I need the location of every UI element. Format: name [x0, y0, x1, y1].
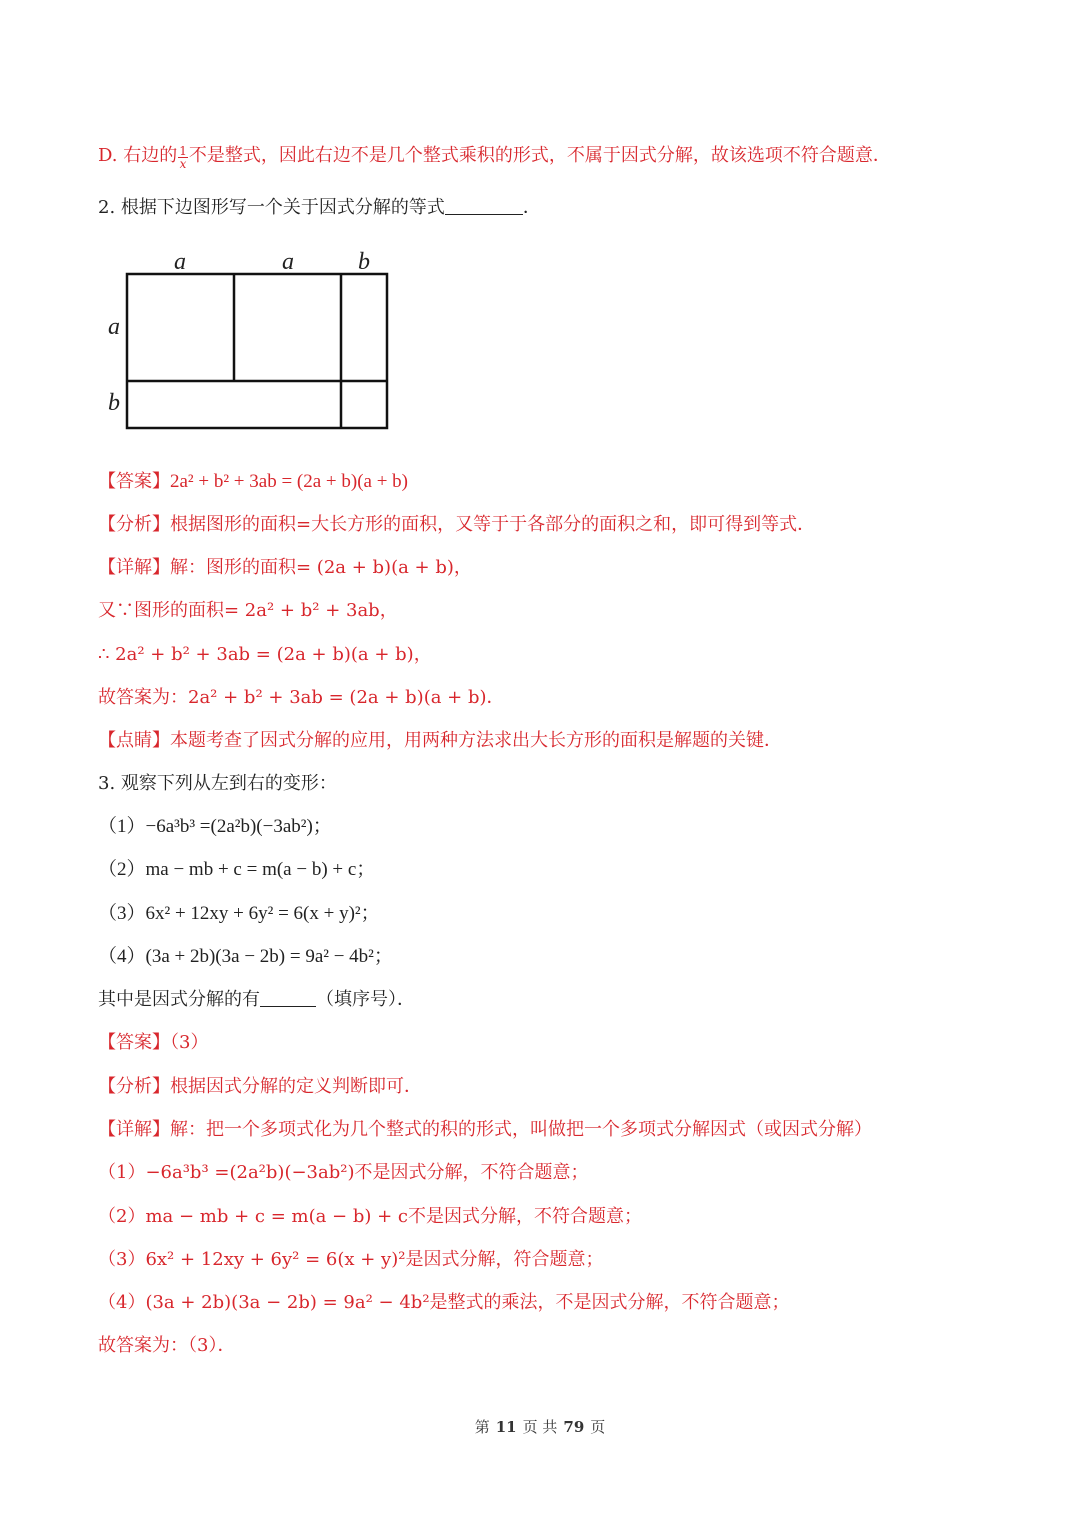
- top-label-a2: a: [282, 249, 294, 275]
- q2-detail-line-2: 又∵图形的面积= 2a² + b² + 3ab，: [98, 600, 398, 621]
- q3-item-4: （4）(3a + 2b)(3a − 2b) = 9a² − 4b²；: [98, 946, 393, 967]
- q3-prompt: 观察下列从左到右的变形：: [120, 773, 337, 794]
- q2-comment-line: [98, 729, 782, 753]
- q3-question-line: [98, 988, 415, 1012]
- q3-detail-item-1: （1）−6a³b³ =(2a²b)(−3ab²)不是因式分解，不符合题意；: [98, 1162, 589, 1183]
- q2-analysis-line: [98, 513, 815, 537]
- footer-total-pages: 79: [563, 1418, 585, 1436]
- q3-analysis-line: [98, 1075, 422, 1099]
- q2-prompt-end: ．: [522, 197, 541, 218]
- top-label-b: b: [358, 249, 370, 275]
- q3-item-1: （1）−6a³b³ =(2a²b)(−3ab²)；: [98, 816, 332, 837]
- q3-detail-item-4: （4）(3a + 2b)(3a − 2b) = 9a² − 4b²是整式的乘法，不是因式分解，不符合题意；: [98, 1292, 790, 1313]
- q3-analysis-tag: 【分析】: [98, 1076, 170, 1097]
- option-d-label: D.: [98, 145, 118, 166]
- option-d-text-before: 右边的: [123, 145, 178, 166]
- q2-detail-line-3: ∴ 2a² + b² + 3ab = (2a + b)(a + b)，: [98, 644, 432, 665]
- top-label-a1: a: [174, 249, 186, 275]
- q2-analysis: 根据图形的面积=大长方形的面积，又等于于各部分的面积之和，即可得到等式．: [170, 514, 816, 535]
- q2-comment: 本题考查了因式分解的应用，用两种方法求出大长方形的面积是解题的关键．: [170, 730, 782, 751]
- q2-detail-line-1: [98, 556, 472, 580]
- q2-detail-line-4: 故答案为：2a² + b² + 3ab = (2a + b)(a + b)．: [98, 687, 505, 708]
- q3-question-before: 其中是因式分解的有: [98, 989, 260, 1010]
- q3-answer-blank: [260, 988, 316, 1007]
- q2-comment-tag: 【点睛】: [98, 730, 170, 751]
- q2-prompt: 根据下边图形写一个关于因式分解的等式: [120, 197, 445, 218]
- q3-question-after: （填序号）．: [316, 989, 415, 1010]
- side-label-b: b: [108, 390, 120, 416]
- q3-detail-item-3: （3）6x² + 12xy + 6y² = 6(x + y)²是因式分解，符合题意；: [98, 1249, 604, 1270]
- q2-number: 2.: [98, 197, 116, 218]
- q3-number: 3.: [98, 773, 116, 794]
- q3-prompt-line: [98, 772, 337, 796]
- fraction-denominator: x: [179, 157, 187, 171]
- fraction-1-over-x: [178, 145, 188, 170]
- q2-answer-line: [98, 470, 408, 494]
- option-d-text-after: 不是整式，因此右边不是几个整式乘积的形式，不属于因式分解，故该选项不符合题意．: [188, 145, 891, 166]
- q2-detail-tag: 【详解】: [98, 557, 170, 578]
- option-d-line: [98, 144, 891, 170]
- q2-analysis-tag: 【分析】: [98, 514, 170, 535]
- q3-answer-line: [98, 1031, 208, 1055]
- q3-detail-item-2: （2）ma − mb + c = m(a − b) + c不是因式分解，不符合题意；: [98, 1206, 642, 1227]
- q3-detail-line: [98, 1118, 872, 1142]
- footer-middle: 页 共: [522, 1418, 558, 1436]
- q2-answer: 2a² + b² + 3ab = (2a + b)(a + b): [170, 471, 409, 492]
- q3-answer-tag: 【答案】: [98, 1032, 170, 1053]
- q2-detail-1: 解：图形的面积= (2a + b)(a + b)，: [170, 557, 472, 578]
- q3-detail-tag: 【详解】: [98, 1119, 170, 1140]
- q3-analysis: 根据因式分解的定义判断即可．: [170, 1076, 422, 1097]
- q2-answer-blank: [445, 196, 523, 215]
- rectangle-area-figure: [96, 244, 396, 434]
- q2-answer-tag: 【答案】: [98, 471, 170, 492]
- q3-detail-intro: 解：把一个多项式化为几个整式的积的形式，叫做把一个多项式分解因式（或因式分解）: [170, 1119, 872, 1140]
- footer-page-number: 11: [495, 1418, 517, 1436]
- q3-conclusion: 故答案为：（3）．: [98, 1335, 236, 1356]
- outer-rectangle: [127, 274, 387, 428]
- q2-prompt-line: [98, 196, 541, 220]
- q3-item-2: （2）ma − mb + c = m(a − b) + c；: [98, 859, 376, 880]
- q3-item-3: （3）6x² + 12xy + 6y² = 6(x + y)²；: [98, 903, 380, 924]
- fraction-numerator: 1: [179, 144, 187, 158]
- side-label-a: a: [108, 314, 120, 340]
- page-footer: [0, 1416, 1080, 1437]
- footer-suffix: 页: [590, 1418, 606, 1436]
- footer-prefix: 第: [474, 1418, 490, 1436]
- q3-answer: （3）: [170, 1032, 209, 1053]
